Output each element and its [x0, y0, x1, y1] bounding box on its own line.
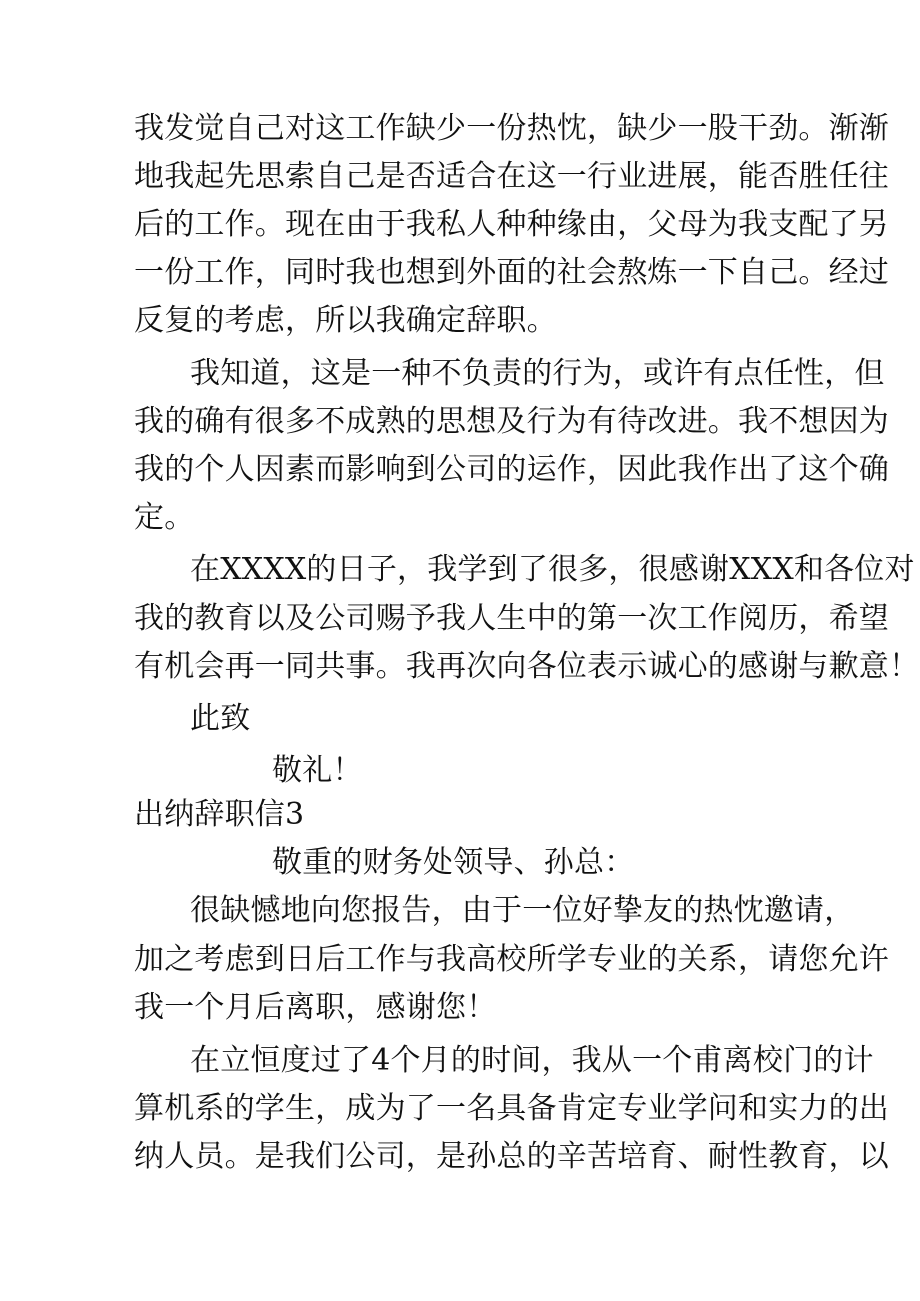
- paragraph-line: 我的个人因素而影响到公司的运作，因此我作出了这个确: [134, 452, 889, 487]
- salutation-line: 敬礼！: [272, 753, 363, 788]
- paragraph-line: 我的确有很多不成熟的思想及行为有待改进。我不想因为: [134, 404, 889, 439]
- paragraph-line: 有机会再一同共事。我再次向各位表示诚心的感谢与歉意！: [134, 649, 920, 684]
- paragraph-line: 地我起先思索自己是否适合在这一行业进展，能否胜任往: [134, 159, 889, 194]
- paragraph-line: 一份工作，同时我也想到外面的社会熬炼一下自己。经过: [134, 255, 889, 290]
- paragraph-line: 很缺憾地向您报告，由于一位好挚友的热忱邀请，: [190, 893, 855, 928]
- letter-title: 出纳辞职信3: [134, 797, 305, 832]
- paragraph-line: 加之考虑到日后工作与我高校所学专业的关系，请您允许: [134, 942, 889, 977]
- paragraph-line: 我发觉自己对这工作缺少一份热忱，缺少一股干劲。渐渐: [134, 111, 889, 146]
- paragraph-line: 后的工作。现在由于我私人种种缘由，父母为我支配了另: [134, 207, 889, 242]
- paragraph-line: 我一个月后离职，感谢您！: [134, 990, 497, 1025]
- paragraph-line: 在立恒度过了4个月的时间，我从一个甫离校门的计: [190, 1043, 874, 1078]
- recipient-line: 敬重的财务处领导、孙总：: [272, 845, 635, 880]
- paragraph-line: 我的教育以及公司赐予我人生中的第一次工作阅历，希望: [134, 601, 889, 636]
- paragraph-line: 算机系的学生，成为了一名具备肯定专业学问和实力的出: [134, 1091, 889, 1126]
- paragraph-line: 反复的考虑，所以我确定辞职。: [134, 303, 557, 338]
- paragraph-line: 在XXXX的日子，我学到了很多，很感谢XXX和各位对: [190, 552, 915, 587]
- paragraph-line: 我知道，这是一种不负责的行为，或许有点任性，但: [190, 356, 885, 391]
- paragraph-line: 纳人员。是我们公司，是孙总的辛苦培育、耐性教育，以: [134, 1139, 889, 1174]
- closing-line: 此致: [190, 701, 251, 736]
- paragraph-line: 定。: [134, 500, 195, 535]
